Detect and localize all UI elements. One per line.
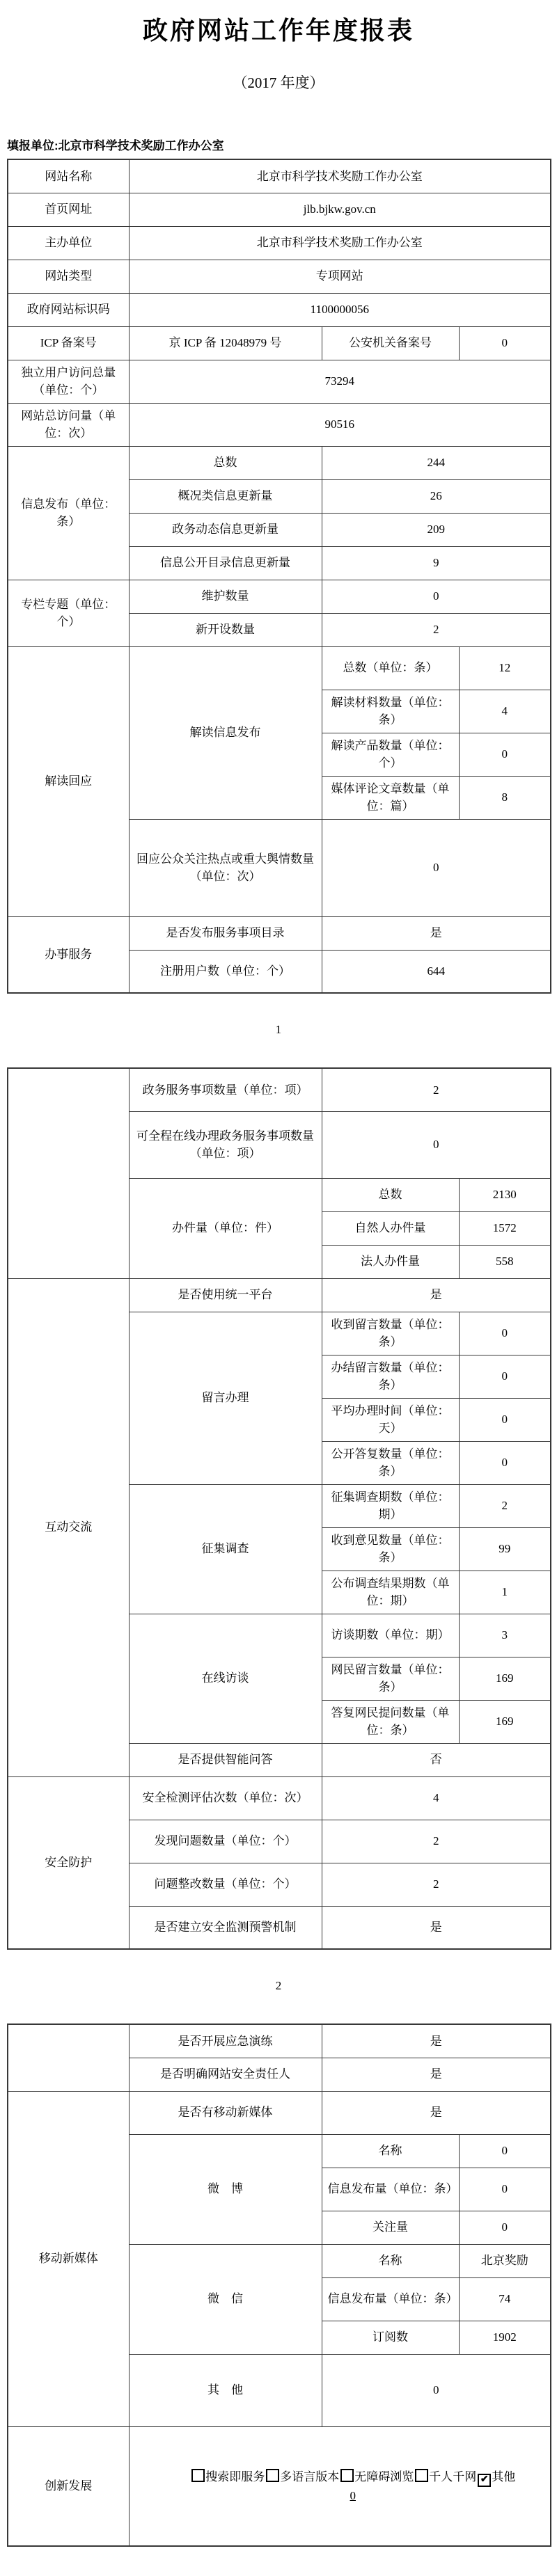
field-value: 0 bbox=[322, 819, 551, 916]
empty-group-cell bbox=[8, 2024, 129, 2091]
table-row bbox=[8, 1278, 551, 1312]
field-label: 是否发布服务事项目录 bbox=[129, 916, 322, 950]
field-label: 其 他 bbox=[129, 2354, 322, 2426]
field-label: 网站名称 bbox=[8, 159, 129, 193]
field-value: 北京市科学技术奖励工作办公室 bbox=[129, 159, 551, 193]
field-label: 总数（单位：条） bbox=[322, 646, 459, 690]
table-row bbox=[8, 260, 551, 293]
field-label: 答复网民提问数量（单位：条） bbox=[322, 1700, 459, 1743]
field-value: 0 bbox=[459, 1355, 551, 1398]
innovation-option-label: 搜索即服务 bbox=[205, 2470, 265, 2483]
field-value: 是 bbox=[322, 2091, 551, 2134]
field-value: 244 bbox=[322, 446, 551, 479]
field-label: 公安机关备案号 bbox=[322, 326, 459, 360]
field-label: 总数 bbox=[129, 446, 322, 479]
field-label: 政务动态信息更新量 bbox=[129, 513, 322, 546]
field-label: 主办单位 bbox=[8, 226, 129, 260]
field-value: 专项网站 bbox=[129, 260, 551, 293]
field-label: 新开设数量 bbox=[129, 613, 322, 646]
field-value: 2 bbox=[322, 1068, 551, 1111]
field-value: 京 ICP 备 12048979 号 bbox=[129, 326, 322, 360]
sub-group-label-volume: 办件量（单位：件） bbox=[129, 1178, 322, 1278]
field-label: 访谈期数（单位：期） bbox=[322, 1614, 459, 1657]
field-label: 自然人办件量 bbox=[322, 1211, 459, 1245]
table-row bbox=[8, 446, 551, 479]
group-label-security: 安全防护 bbox=[8, 1776, 129, 1949]
table-row bbox=[8, 2024, 551, 2058]
field-value: 2 bbox=[322, 613, 551, 646]
field-label: 公开答复数量（单位：条） bbox=[322, 1441, 459, 1484]
field-label: 网民留言数量（单位：条） bbox=[322, 1657, 459, 1700]
home-url-value: jlb.bjkw.gov.cn bbox=[129, 193, 551, 226]
field-value: 1902 bbox=[459, 2321, 551, 2354]
field-value: 99 bbox=[459, 1527, 551, 1571]
field-label: 信息公开目录信息更新量 bbox=[129, 546, 322, 580]
field-value: 4 bbox=[322, 1776, 551, 1820]
field-value: 0 bbox=[459, 1441, 551, 1484]
field-value: 73294 bbox=[129, 360, 551, 403]
page-number-2: 2 bbox=[275, 1979, 282, 1992]
field-value: 0 bbox=[322, 580, 551, 613]
field-label: 媒体评论文章数量（单位：篇） bbox=[322, 776, 459, 819]
innovation-option-label: 千人千网 bbox=[429, 2470, 477, 2483]
field-value: 是 bbox=[322, 1906, 551, 1949]
field-value: 169 bbox=[459, 1657, 551, 1700]
table-row bbox=[8, 360, 551, 403]
field-label: 是否使用统一平台 bbox=[129, 1278, 322, 1312]
table-row bbox=[8, 1068, 551, 1111]
page-title: 政府网站工作年度报表 bbox=[142, 16, 414, 45]
field-value: 是 bbox=[322, 2058, 551, 2091]
field-value: 北京市科学技术奖励工作办公室 bbox=[129, 226, 551, 260]
field-label: 问题整改数量（单位：个） bbox=[129, 1863, 322, 1906]
field-label: 名称 bbox=[322, 2134, 459, 2168]
bottom-whitespace bbox=[0, 2547, 557, 2576]
sub-group-label-release: 解读信息发布 bbox=[129, 646, 322, 819]
table-row bbox=[8, 2091, 551, 2134]
field-value: 2 bbox=[322, 1863, 551, 1906]
page-number-1: 1 bbox=[275, 1023, 282, 1036]
field-value: 1572 bbox=[459, 1211, 551, 1245]
field-value: 8 bbox=[459, 776, 551, 819]
field-label: 概况类信息更新量 bbox=[129, 479, 322, 513]
field-label: 网站类型 bbox=[8, 260, 129, 293]
field-value: 0 bbox=[459, 1312, 551, 1355]
report-table-page2 bbox=[7, 1067, 551, 1950]
field-value: 169 bbox=[459, 1700, 551, 1743]
checkbox-checked-icon[interactable]: ✔ bbox=[478, 2474, 491, 2487]
field-label: 是否明确网站安全责任人 bbox=[129, 2058, 322, 2091]
table-row bbox=[8, 403, 551, 446]
field-value: 26 bbox=[322, 479, 551, 513]
sub-group-label-weibo: 微 博 bbox=[129, 2134, 322, 2244]
field-label: 回应公众关注热点或重大舆情数量（单位：次） bbox=[129, 819, 322, 916]
field-label: 办结留言数量（单位：条） bbox=[322, 1355, 459, 1398]
field-value: 1100000056 bbox=[129, 293, 551, 326]
report-table-page3 bbox=[7, 2024, 551, 2547]
field-value: 是 bbox=[322, 2024, 551, 2058]
field-label: 政务服务事项数量（单位：项） bbox=[129, 1068, 322, 1111]
sub-group-label-wechat: 微 信 bbox=[129, 2244, 322, 2354]
field-label: 注册用户数（单位：个） bbox=[129, 950, 322, 993]
sub-group-label-survey: 征集调查 bbox=[129, 1484, 322, 1614]
field-value: 0 bbox=[322, 2354, 551, 2426]
field-value: 209 bbox=[322, 513, 551, 546]
field-value: 90516 bbox=[129, 403, 551, 446]
field-value: 0 bbox=[459, 2168, 551, 2211]
innovation-option-label: 无障碍浏览 bbox=[354, 2470, 414, 2483]
field-label: 可全程在线办理政务服务事项数量（单位：项） bbox=[129, 1111, 322, 1178]
table-row bbox=[8, 159, 551, 193]
field-label: 是否有移动新媒体 bbox=[129, 2091, 322, 2134]
field-label: 是否提供智能问答 bbox=[129, 1743, 322, 1776]
field-value: 否 bbox=[322, 1743, 551, 1776]
checkbox-icon[interactable] bbox=[266, 2469, 279, 2482]
table-row bbox=[8, 580, 551, 613]
group-label-special-columns: 专栏专题（单位：个） bbox=[8, 580, 129, 646]
field-value: 0 bbox=[459, 1398, 551, 1441]
field-label: 名称 bbox=[322, 2244, 459, 2277]
field-label: 政府网站标识码 bbox=[8, 293, 129, 326]
group-label-info-release: 信息发布（单位：条） bbox=[8, 446, 129, 580]
field-label: 独立用户访问总量（单位：个） bbox=[8, 360, 129, 403]
innovation-option bbox=[414, 2470, 476, 2483]
field-label: 发现问题数量（单位：个） bbox=[129, 1820, 322, 1863]
field-value: 558 bbox=[459, 1245, 551, 1278]
innovation-option bbox=[339, 2470, 414, 2483]
table-row bbox=[8, 293, 551, 326]
field-label: 信息发布量（单位：条） bbox=[322, 2277, 459, 2321]
field-label: 是否开展应急演练 bbox=[129, 2024, 322, 2058]
field-value: 2 bbox=[322, 1820, 551, 1863]
innovation-options bbox=[135, 2468, 545, 2487]
filing-unit-label: 填报单位:北京市科学技术奖励工作办公室 bbox=[7, 139, 224, 152]
field-value: 0 bbox=[459, 2134, 551, 2168]
group-label-interaction: 互动交流 bbox=[8, 1278, 129, 1776]
sub-group-label-interview: 在线访谈 bbox=[129, 1614, 322, 1743]
field-value: 1 bbox=[459, 1571, 551, 1614]
field-label: 征集调查期数（单位：期） bbox=[322, 1484, 459, 1527]
field-value: 3 bbox=[459, 1614, 551, 1657]
field-value: 4 bbox=[459, 690, 551, 733]
field-value: 2 bbox=[459, 1484, 551, 1527]
field-value: 74 bbox=[459, 2277, 551, 2321]
field-value: 0 bbox=[459, 733, 551, 776]
empty-group-cell bbox=[8, 1068, 129, 1278]
field-value: 是 bbox=[322, 1278, 551, 1312]
innovation-option-label: 其他 bbox=[492, 2470, 516, 2483]
sub-group-label-message: 留言办理 bbox=[129, 1312, 322, 1484]
innovation-other-number: 0 bbox=[350, 2488, 356, 2502]
table-row bbox=[8, 1776, 551, 1820]
field-label: 关注量 bbox=[322, 2211, 459, 2244]
field-label: 收到意见数量（单位：条） bbox=[322, 1527, 459, 1571]
field-label: 解读材料数量（单位：条） bbox=[322, 690, 459, 733]
innovation-option bbox=[476, 2470, 515, 2483]
field-label: 信息发布量（单位：条） bbox=[322, 2168, 459, 2211]
field-label: 是否建立安全监测预警机制 bbox=[129, 1906, 322, 1949]
table-row bbox=[8, 916, 551, 950]
table-row bbox=[8, 646, 551, 690]
field-value: 0 bbox=[322, 1111, 551, 1178]
field-value: 0 bbox=[459, 326, 551, 360]
table-row bbox=[8, 326, 551, 360]
page-subtitle: （2017 年度） bbox=[233, 74, 324, 91]
report-table-page1 bbox=[7, 159, 551, 994]
field-value: 北京奖励 bbox=[459, 2244, 551, 2277]
field-value: 0 bbox=[459, 2211, 551, 2244]
field-label: ICP 备案号 bbox=[8, 326, 129, 360]
field-label: 网站总访问量（单位：次） bbox=[8, 403, 129, 446]
innovation-option bbox=[190, 2470, 265, 2483]
group-label-interpretation: 解读回应 bbox=[8, 646, 129, 916]
field-label: 维护数量 bbox=[129, 580, 322, 613]
table-row bbox=[8, 193, 551, 226]
table-row bbox=[8, 226, 551, 260]
checkbox-icon[interactable] bbox=[191, 2469, 205, 2482]
field-label: 订阅数 bbox=[322, 2321, 459, 2354]
field-label: 公布调查结果期数（单位：期） bbox=[322, 1571, 459, 1614]
innovation-other-value bbox=[135, 2487, 545, 2505]
field-label: 法人办件量 bbox=[322, 1245, 459, 1278]
group-label-innovation: 创新发展 bbox=[8, 2426, 129, 2546]
field-label: 总数 bbox=[322, 1178, 459, 1211]
innovation-option bbox=[265, 2470, 339, 2483]
group-label-services: 办事服务 bbox=[8, 916, 129, 993]
group-label-new-media: 移动新媒体 bbox=[8, 2091, 129, 2426]
field-label: 解读产品数量（单位：个） bbox=[322, 733, 459, 776]
field-label: 收到留言数量（单位：条） bbox=[322, 1312, 459, 1355]
field-value: 9 bbox=[322, 546, 551, 580]
innovation-option-label: 多语言版本 bbox=[280, 2470, 340, 2483]
checkbox-icon[interactable] bbox=[340, 2469, 354, 2482]
field-label: 安全检测评估次数（单位：次） bbox=[129, 1776, 322, 1820]
field-label: 平均办理时间（单位：天） bbox=[322, 1398, 459, 1441]
table-row bbox=[8, 2426, 551, 2546]
field-value: 2130 bbox=[459, 1178, 551, 1211]
field-label: 首页网址 bbox=[8, 193, 129, 226]
field-value: 是 bbox=[322, 916, 551, 950]
field-value: 644 bbox=[322, 950, 551, 993]
field-value: 12 bbox=[459, 646, 551, 690]
innovation-options-cell bbox=[129, 2426, 551, 2546]
checkbox-icon[interactable] bbox=[415, 2469, 428, 2482]
